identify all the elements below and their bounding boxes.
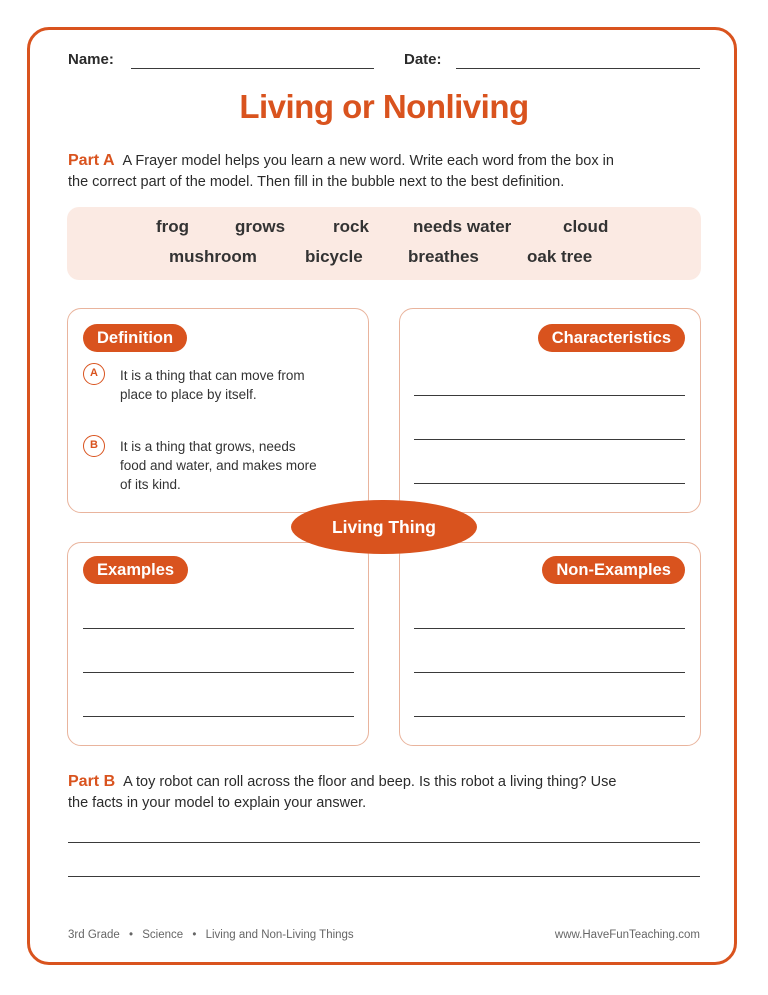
option-b-line: food and water, and makes more xyxy=(120,458,317,473)
footer-topic: Living and Non-Living Things xyxy=(205,929,354,941)
date-label: Date: xyxy=(404,51,442,68)
part-a-line-1: A Frayer model helps you learn a new word. Write each word from the box in xyxy=(122,153,614,169)
bullet-separator-icon: • xyxy=(128,929,134,941)
characteristics-write-line[interactable] xyxy=(414,483,685,484)
word-bank-item: oak tree xyxy=(527,247,593,266)
part-b-line-1: A toy robot can roll across the floor and beep. Is this robot a living thing? Use xyxy=(123,774,617,790)
footer-site: www.HaveFunTeaching.com xyxy=(554,929,700,941)
option-b-line: It is a thing that grows, needs xyxy=(120,439,296,454)
part-b-write-line[interactable] xyxy=(68,842,700,843)
definition-heading: Definition xyxy=(83,324,187,352)
part-b-line-2: the facts in your model to explain your answer. xyxy=(68,795,367,811)
option-b-text xyxy=(120,437,317,494)
option-b-line: of its kind. xyxy=(120,477,181,492)
part-a-label: Part A xyxy=(68,152,115,169)
footer-breadcrumb xyxy=(68,929,354,941)
bullet-separator-icon: • xyxy=(192,929,197,941)
word-bank-item: breathes xyxy=(408,247,479,266)
part-a-line-2: the correct part of the model. Then fill in the bubble next to the best definition. xyxy=(68,174,565,190)
center-word-oval: Living Thing xyxy=(291,500,477,554)
word-bank-item: cloud xyxy=(563,217,609,236)
word-bank-item: frog xyxy=(156,217,190,236)
word-bank-item: needs water xyxy=(413,217,512,236)
option-a-line: It is a thing that can move from xyxy=(120,368,305,383)
word-bank-item: rock xyxy=(333,217,369,236)
part-b-write-line[interactable] xyxy=(68,876,700,877)
non-examples-heading: Non-Examples xyxy=(542,556,685,584)
characteristics-heading: Characteristics xyxy=(538,324,685,352)
word-bank-item: mushroom xyxy=(169,247,257,266)
option-a-text xyxy=(120,366,305,404)
examples-heading: Examples xyxy=(83,556,188,584)
word-bank-item: grows xyxy=(235,217,286,236)
part-b-instructions xyxy=(68,771,708,814)
footer-grade: 3rd Grade xyxy=(68,929,120,941)
name-write-line[interactable] xyxy=(131,68,374,69)
word-bank-item: bicycle xyxy=(305,247,363,266)
non-examples-write-line[interactable] xyxy=(414,628,685,629)
footer-subject: Science xyxy=(142,929,184,941)
part-b-label: Part B xyxy=(68,773,116,790)
option-a-line: place to place by itself. xyxy=(120,387,257,402)
non-examples-write-line[interactable] xyxy=(414,716,685,717)
option-b-bubble[interactable]: B xyxy=(83,435,105,457)
name-label: Name: xyxy=(68,51,114,68)
date-write-line[interactable] xyxy=(456,68,700,69)
page-title: Living or Nonliving xyxy=(239,88,529,125)
option-a-bubble[interactable]: A xyxy=(83,363,105,385)
examples-write-line[interactable] xyxy=(83,628,354,629)
non-examples-write-line[interactable] xyxy=(414,672,685,673)
characteristics-write-line[interactable] xyxy=(414,395,685,396)
examples-write-line[interactable] xyxy=(83,672,354,673)
examples-write-line[interactable] xyxy=(83,716,354,717)
part-a-instructions xyxy=(68,150,708,193)
characteristics-write-line[interactable] xyxy=(414,439,685,440)
